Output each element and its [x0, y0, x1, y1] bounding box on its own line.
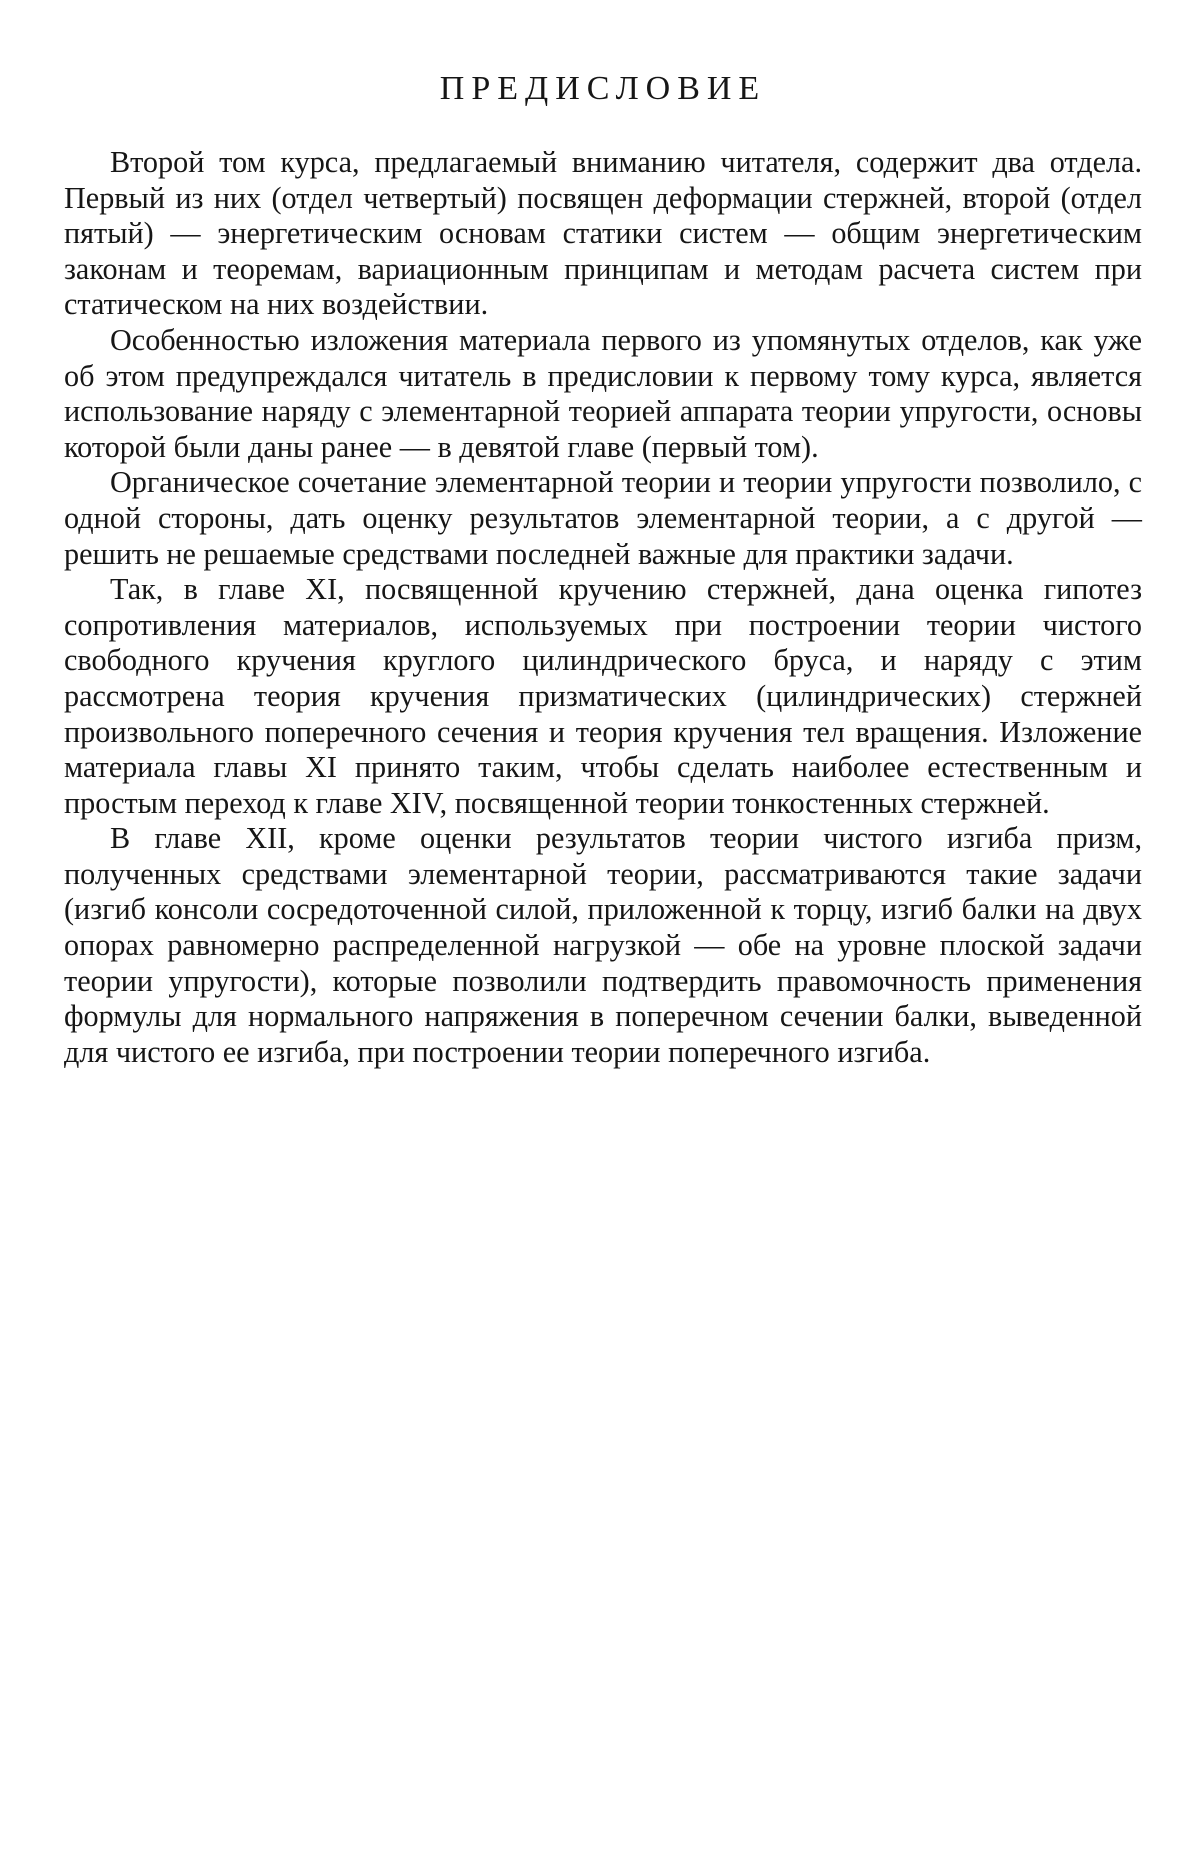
paragraph-3: Органическое сочетание элементарной теории и теории упругости позволило, с одной стороны, дать оценку результатов элементарной теории, а с другой — решить не решаемые средствами последней важные для практики задачи.: [64, 465, 1142, 571]
paragraph-4: Так, в главе XI, посвященной кручению стержней, дана оценка гипотез сопротивления материалов, используемых при построении теории чистого свободного кручения круглого цилиндрического бруса, и наряду с этим рассмотрена теория кручения призматических (цилиндрических) стержней произвольного поперечного сечения и теория кручения тел вращения. Изложение материала главы XI принято таким, чтобы сделать наиболее естественным и простым переход к главе XIV, посвященной теории тонкостенных стержней.: [64, 572, 1142, 820]
preface-body: [64, 145, 1142, 1070]
paragraph-5: В главе XII, кроме оценки результатов теории чистого изгиба призм, полученных средствами элементарной теории, рассматриваются такие задачи (изгиб консоли сосредоточенной силой, приложенной к торцу, изгиб балки на двух опорах равномерно распределенной нагрузкой — обе на уровне плоской задачи теории упругости), которые позволили подтвердить правомочность применения формулы для нормального напряжения в поперечном сечении балки, выведенной для чистого ее изгиба, при построении теории поперечного изгиба.: [64, 821, 1142, 1069]
paragraph-1: Второй том курса, предлагаемый вниманию читателя, содержит два отдела. Первый из них (отдел четвертый) посвящен деформации стержней, второй (отдел пятый) — энергетическим основам статики систем — общим энергетическим законам и теоремам, вариационным принципам и методам расчета систем при статическом на них воздействии.: [64, 145, 1142, 322]
page-title: ПРЕДИСЛОВИЕ: [439, 70, 767, 107]
paragraph-2: Особенностью изложения материала первого из упомянутых отделов, как уже об этом предупреждался читатель в предисловии к первому тому курса, является использование наряду с элементарной теорией аппарата теории упругости, основы которой были даны ранее — в девятой главе (первый том).: [64, 322, 1142, 464]
